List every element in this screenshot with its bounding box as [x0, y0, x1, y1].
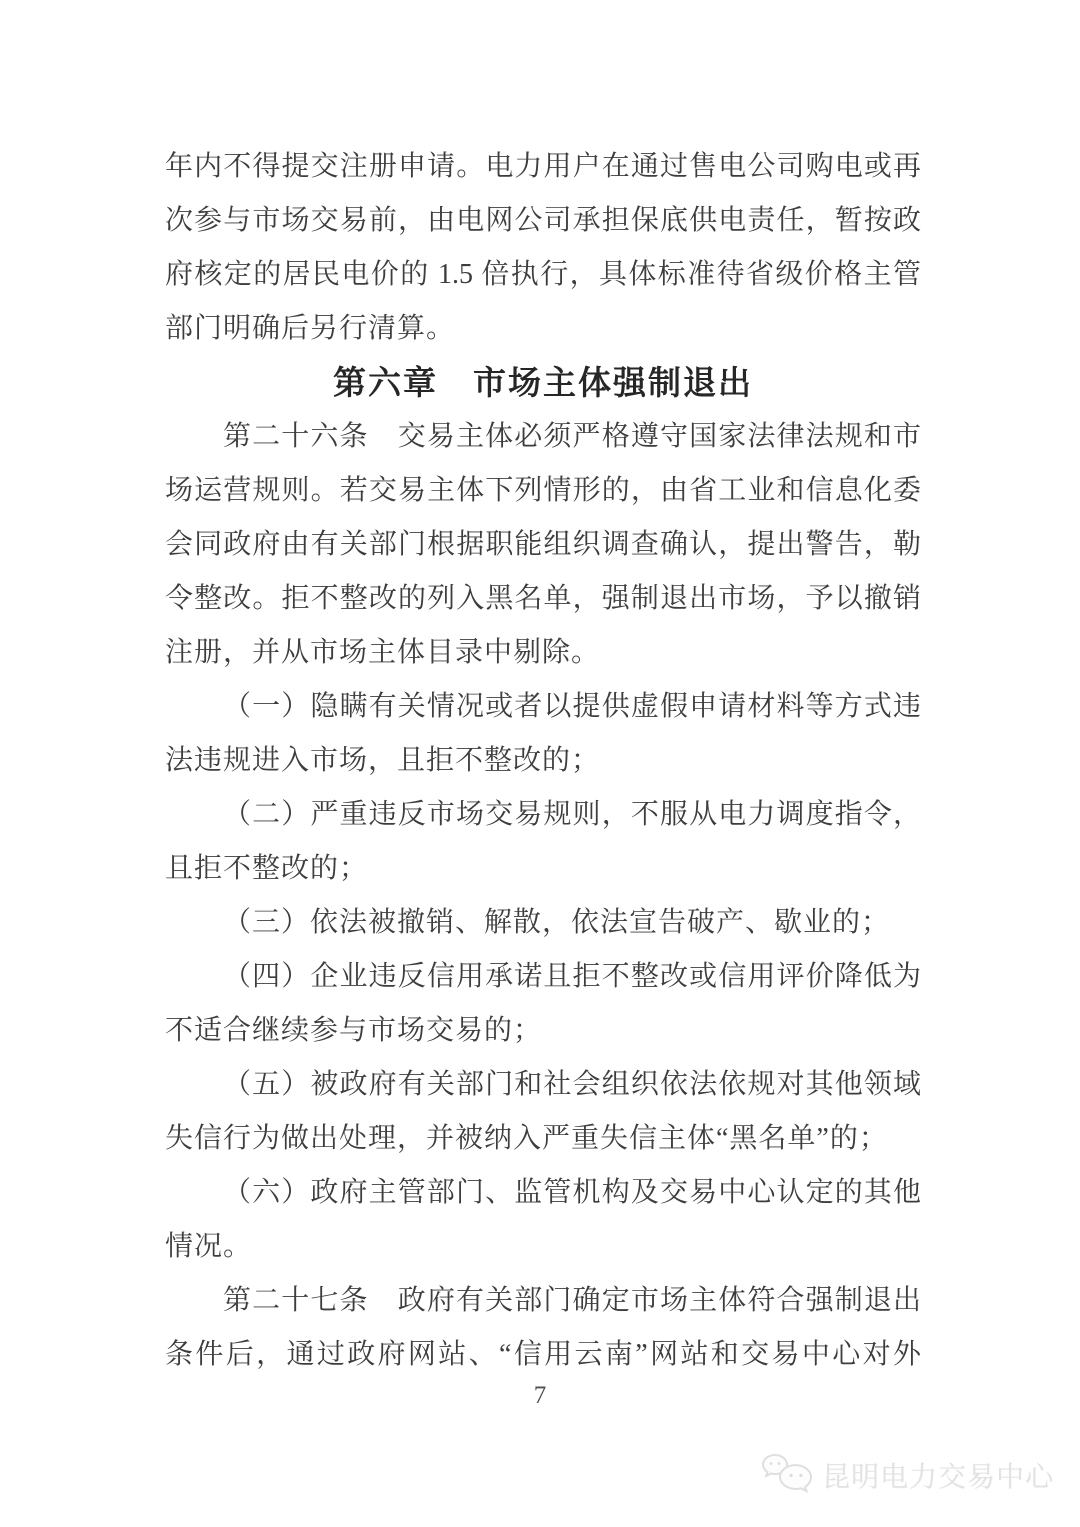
text-line: （一）隐瞒有关情况或者以提供虚假申请材料等方式违 — [223, 691, 921, 722]
text-line: 部门明确后另行清算。 — [165, 313, 456, 344]
text-line: 场运营规则。若交易主体下列情形的，由省工业和信息化委 — [165, 475, 921, 506]
text-line: 令整改。拒不整改的列入黑名单，强制退出市场，予以撤销 — [165, 583, 921, 614]
text-line: （三）依法被撤销、解散，依法宣告破产、歇业的； — [223, 907, 891, 938]
watermark — [761, 1452, 1054, 1498]
text-line: 法违规进入市场，且拒不整改的； — [165, 745, 601, 776]
page-number: 7 — [533, 1382, 547, 1409]
text-line: （二）严重违反市场交易规则，不服从电力调度指令， — [223, 799, 921, 830]
text-line: 会同政府由有关部门根据职能组织调查确认，提出警告，勒 — [165, 529, 921, 560]
text-line: 次参与市场交易前，由电网公司承担保底供电责任，暂按政 — [165, 205, 921, 236]
text-line: 不适合继续参与市场交易的； — [165, 1015, 543, 1046]
text-line: （四）企业违反信用承诺且拒不整改或信用评价降低为 — [223, 961, 921, 992]
chapter-heading: 第六章 市场主体强制退出 — [333, 364, 753, 401]
text-line: 条件后，通过政府网站、“信用云南”网站和交易中心对外 — [165, 1339, 921, 1370]
document-content — [165, 140, 921, 1382]
text-line: 注册，并从市场主体目录中剔除。 — [165, 637, 601, 668]
text-line: 且拒不整改的； — [165, 853, 369, 884]
watermark-text: 昆明电力交易中心 — [821, 1461, 1054, 1492]
wechat-icon — [761, 1452, 813, 1498]
text-line: （六）政府主管部门、监管机构及交易中心认定的其他 — [223, 1177, 921, 1208]
text-line: 情况。 — [165, 1231, 253, 1262]
text-line: 失信行为做出处理，并被纳入严重失信主体“黑名单”的； — [165, 1123, 888, 1154]
text-line: （五）被政府有关部门和社会组织依法依规对其他领域 — [223, 1069, 921, 1100]
text-line: 年内不得提交注册申请。电力用户在通过售电公司购电或再 — [165, 151, 921, 182]
text-line: 第二十六条 交易主体必须严格遵守国家法律法规和市 — [223, 421, 921, 452]
text-line: 府核定的居民电价的 1.5 倍执行，具体标准待省级价格主管 — [165, 259, 921, 290]
text-line: 第二十七条 政府有关部门确定市场主体符合强制退出 — [223, 1285, 921, 1316]
